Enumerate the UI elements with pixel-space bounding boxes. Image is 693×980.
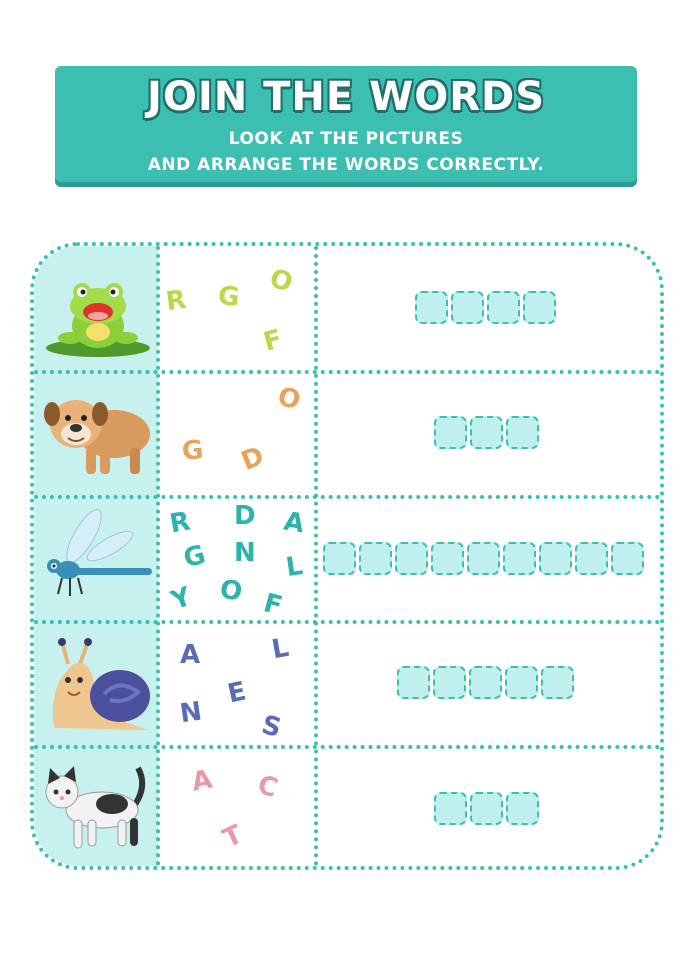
- instruction-line-2: AND ARRANGE THE WORDS CORRECTLY.: [147, 155, 545, 175]
- answer-box[interactable]: [467, 542, 500, 575]
- scrambled-letter: S: [258, 710, 285, 744]
- snail-icon: [44, 634, 154, 742]
- scrambled-letter: L: [283, 550, 305, 584]
- scrambled-letter: F: [260, 588, 286, 622]
- answer-box[interactable]: [431, 542, 464, 575]
- scrambled-letter: O: [265, 263, 297, 299]
- scrambled-letter: R: [167, 506, 193, 540]
- row-divider: [34, 370, 660, 374]
- answer-box[interactable]: [503, 542, 536, 575]
- answer-boxes: [415, 291, 556, 324]
- answer-box[interactable]: [541, 666, 574, 699]
- answer-box[interactable]: [415, 291, 448, 324]
- scrambled-letter: O: [217, 574, 245, 608]
- answer-box[interactable]: [359, 542, 392, 575]
- answer-box[interactable]: [469, 666, 502, 699]
- page-title: JOIN THE WORDS: [146, 74, 546, 120]
- scrambled-letter: N: [234, 538, 256, 568]
- answer-box[interactable]: [433, 666, 466, 699]
- answer-box[interactable]: [523, 291, 556, 324]
- answer-box[interactable]: [575, 542, 608, 575]
- answer-box[interactable]: [506, 416, 539, 449]
- scrambled-letter: C: [253, 769, 282, 805]
- dog-icon: [42, 390, 154, 486]
- answer-boxes: [434, 792, 539, 825]
- scrambled-letter: A: [180, 640, 201, 670]
- scrambled-letter: G: [216, 280, 241, 314]
- answer-boxes: [397, 666, 574, 699]
- dragonfly-icon: [40, 508, 154, 612]
- answer-box[interactable]: [611, 542, 644, 575]
- answer-box[interactable]: [323, 542, 356, 575]
- frog-icon: [42, 276, 154, 362]
- answer-box[interactable]: [434, 416, 467, 449]
- scrambled-letter: F: [260, 324, 286, 358]
- scrambled-letter: A: [281, 506, 307, 540]
- column-divider: [314, 246, 318, 866]
- row-divider: [34, 620, 660, 624]
- scrambled-letter: D: [234, 501, 256, 531]
- answer-box[interactable]: [470, 416, 503, 449]
- scrambled-letter: E: [225, 676, 249, 710]
- scrambled-letter: L: [269, 632, 292, 666]
- answer-box[interactable]: [505, 666, 538, 699]
- scrambled-letter: O: [274, 381, 304, 417]
- answer-boxes: [434, 416, 539, 449]
- scrambled-letter: T: [218, 819, 248, 855]
- answer-box[interactable]: [395, 542, 428, 575]
- scrambled-letter: N: [178, 696, 204, 730]
- answer-box[interactable]: [434, 792, 467, 825]
- scrambled-letter: Y: [167, 581, 196, 617]
- row-divider: [34, 745, 660, 749]
- worksheet-grid: [30, 242, 664, 870]
- row-divider: [34, 495, 660, 499]
- answer-boxes: [323, 542, 644, 575]
- scrambled-letter: R: [164, 284, 189, 318]
- scrambled-letter: G: [180, 539, 209, 575]
- scrambled-letter: G: [180, 434, 205, 468]
- header-banner: [55, 66, 637, 182]
- instruction-line-1: LOOK AT THE PICTURES: [228, 129, 464, 149]
- answer-box[interactable]: [451, 291, 484, 324]
- scrambled-letter: A: [189, 764, 215, 798]
- answer-box[interactable]: [539, 542, 572, 575]
- answer-box[interactable]: [506, 792, 539, 825]
- answer-box[interactable]: [397, 666, 430, 699]
- column-divider: [156, 246, 160, 866]
- scrambled-letter: D: [237, 441, 269, 477]
- cat-icon: [38, 756, 150, 860]
- answer-box[interactable]: [470, 792, 503, 825]
- answer-box[interactable]: [487, 291, 520, 324]
